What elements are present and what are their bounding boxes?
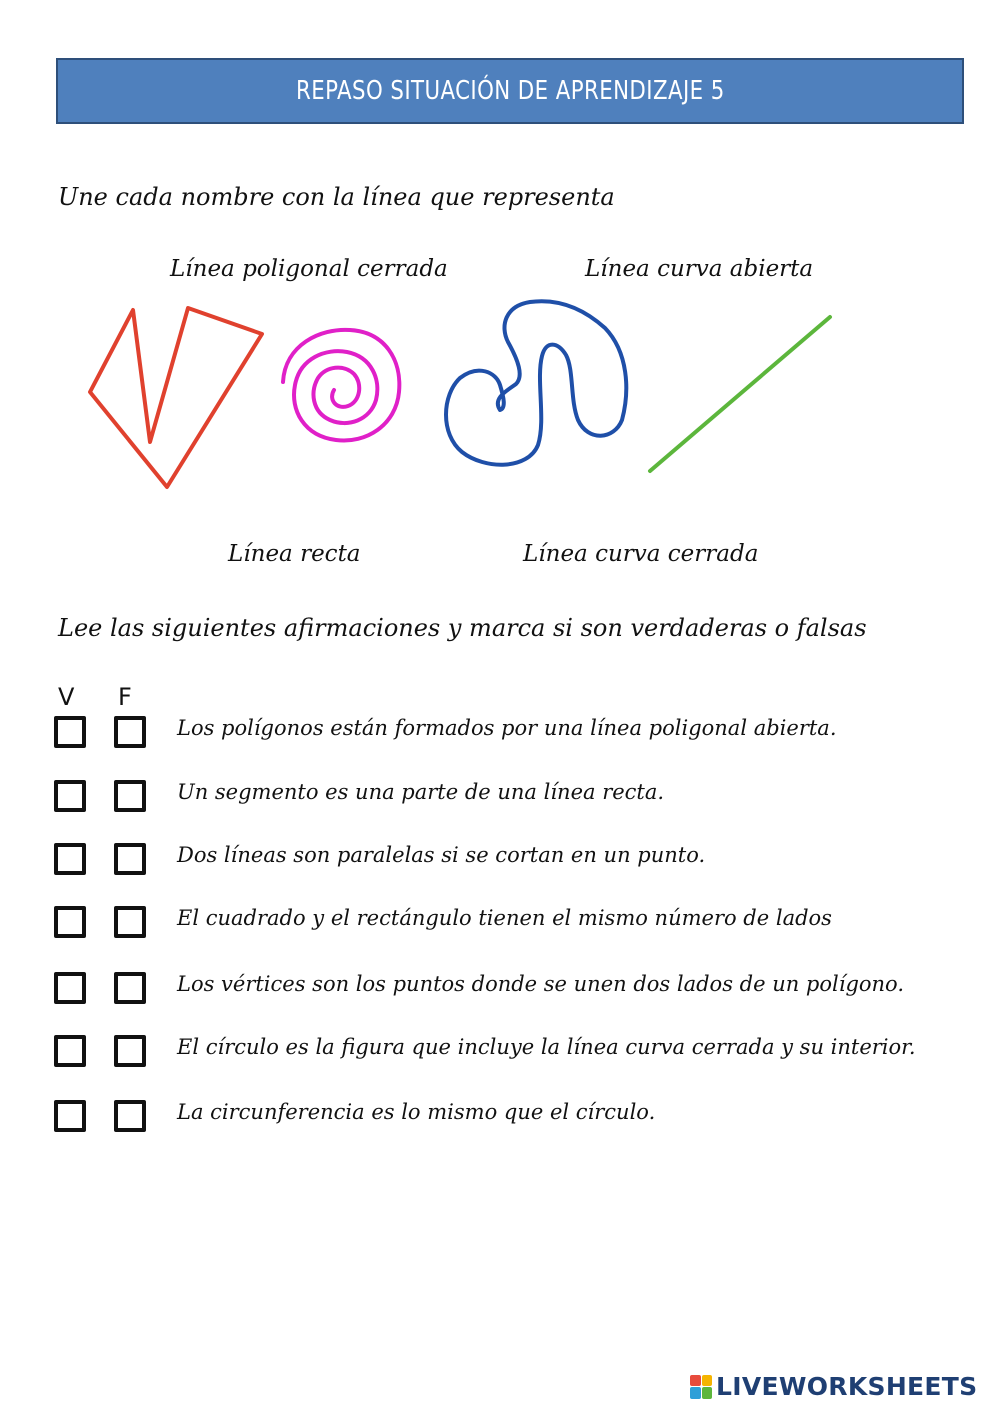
column-header-f: F: [118, 683, 132, 711]
liveworksheets-logo-icon: [690, 1375, 712, 1399]
spiral-shape[interactable]: [283, 330, 399, 441]
checkbox-true[interactable]: [54, 972, 86, 1004]
checkbox-false[interactable]: [114, 906, 146, 938]
true-false-instruction: Lee las siguientes afirmaciones y marca si son verdaderas o falsas: [58, 614, 867, 642]
checkbox-false[interactable]: [114, 716, 146, 748]
straight-line-shape[interactable]: [650, 317, 830, 471]
statement-row: [0, 972, 999, 1012]
checkbox-false[interactable]: [114, 1100, 146, 1132]
closed-curve-shape[interactable]: [446, 301, 626, 465]
checkbox-true[interactable]: [54, 843, 86, 875]
checkbox-false[interactable]: [114, 1035, 146, 1067]
label-curva-cerrada[interactable]: Línea curva cerrada: [523, 541, 759, 567]
statement-row: [0, 780, 999, 820]
page-title: REPASO SITUACIÓN DE APRENDIZAJE 5: [295, 76, 725, 106]
statement-text: Dos líneas son paralelas si se cortan en un punto.: [177, 843, 706, 867]
brand-name: LIVEWORKSHEETS: [716, 1372, 978, 1401]
checkbox-true[interactable]: [54, 906, 86, 938]
statement-text: El círculo es la figura que incluye la línea curva cerrada y su interior.: [177, 1035, 916, 1059]
statement-row: [0, 1100, 999, 1140]
statement-row: [0, 1035, 999, 1075]
matching-instruction: Une cada nombre con la línea que representa: [58, 183, 615, 211]
column-header-v: V: [58, 683, 75, 711]
statement-text: La circunferencia es lo mismo que el círculo.: [177, 1100, 656, 1124]
label-curva-abierta[interactable]: Línea curva abierta: [585, 256, 814, 282]
checkbox-false[interactable]: [114, 972, 146, 1004]
statement-text: El cuadrado y el rectángulo tienen el mismo número de lados: [177, 906, 832, 930]
checkbox-true[interactable]: [54, 1100, 86, 1132]
label-poligonal-cerrada[interactable]: Línea poligonal cerrada: [170, 256, 448, 282]
statement-text: Los polígonos están formados por una línea poligonal abierta.: [177, 716, 837, 740]
statement-text: Los vértices son los puntos donde se unen dos lados de un polígono.: [177, 972, 905, 996]
checkbox-true[interactable]: [54, 780, 86, 812]
statement-text: Un segmento es una parte de una línea recta.: [177, 780, 665, 804]
liveworksheets-brand[interactable]: [690, 1372, 977, 1401]
label-recta[interactable]: Línea recta: [228, 541, 361, 567]
line-shapes-area: [0, 0, 999, 540]
checkbox-false[interactable]: [114, 843, 146, 875]
statement-row: [0, 906, 999, 946]
statement-row: [0, 716, 999, 756]
polygonal-shape[interactable]: [90, 308, 262, 487]
statement-row: [0, 843, 999, 883]
checkbox-true[interactable]: [54, 1035, 86, 1067]
checkbox-true[interactable]: [54, 716, 86, 748]
checkbox-false[interactable]: [114, 780, 146, 812]
